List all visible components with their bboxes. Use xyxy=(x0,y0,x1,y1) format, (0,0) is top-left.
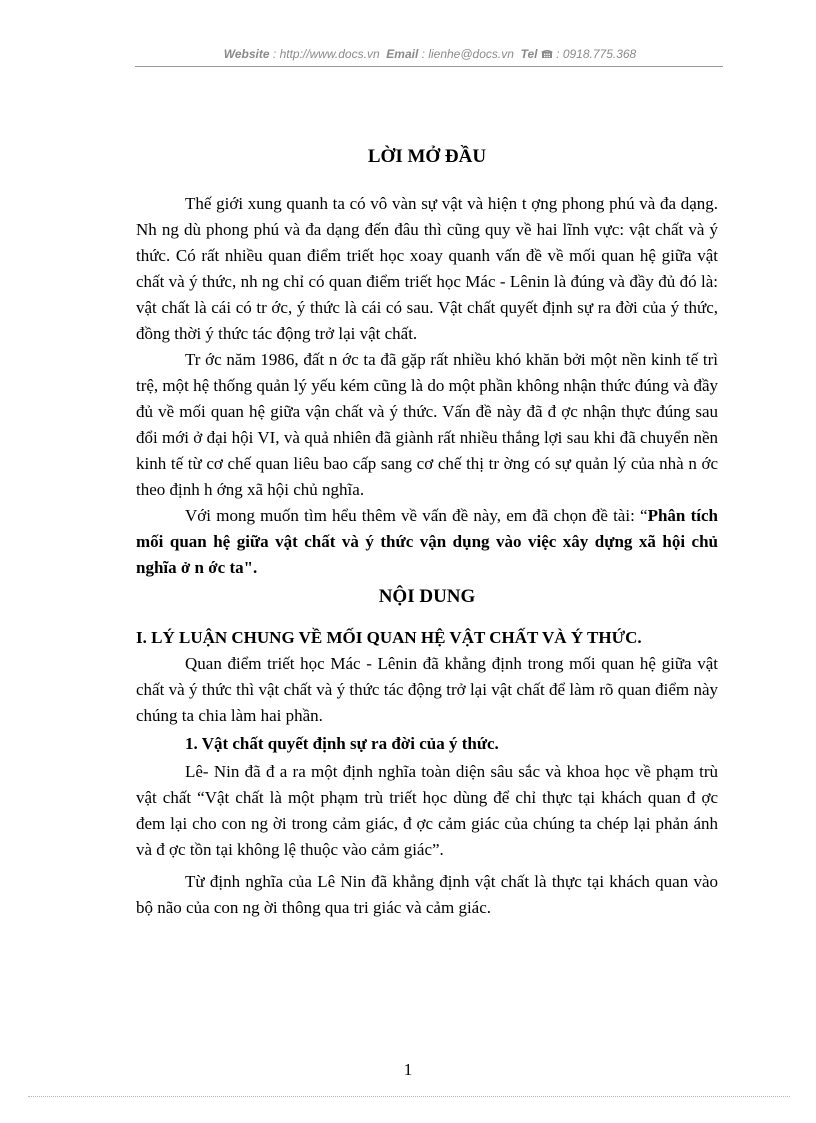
document-body xyxy=(136,143,718,921)
tel-value: : 0918.775.368 xyxy=(556,47,637,61)
intro-paragraph-3 xyxy=(136,503,718,581)
phone-icon xyxy=(541,47,556,61)
subsection-heading-1: 1. Vật chất quyết định sự ra đời của ý thức. xyxy=(185,734,499,753)
email-value: : lienhe@docs.vn xyxy=(421,47,514,61)
section-title-content: NỘI DUNG xyxy=(378,586,476,607)
intro-paragraph-2: Tr ớc năm 1986, đất n ớc ta đã gặp rất nhiều khó khăn bởi một nền kinh tế trì trệ, một hệ thống quản lý yếu kém cũng là do một phần không nhận thức đúng và đầy đủ về mối quan hệ giữa vận chất và ý thức. Vấn đề này đã đ ợc nhận thực đúng sau đổi mới ở đại hội VI, và quả nhiên đã giành rất nhiều thắng lợi sau khi đã chuyển nền kinh tế từ cơ chế quan liêu bao cấp sang cơ chế thị tr ờng có sự quản lý của nhà n ớc theo định h ớng xã hội chủ nghĩa. xyxy=(136,350,718,499)
footer-divider xyxy=(28,1096,790,1097)
section-1-paragraph-1: Quan điểm triết học Mác - Lênin đã khẳng định trong mối quan hệ giữa vật chất và ý thức thì vật chất và ý thức tác động trở lại vật chất để làm rõ quan điểm này chúng ta chia làm hai phần. xyxy=(136,654,718,725)
intro-paragraph-3-text: Với mong muốn tìm hểu thêm về vấn đề này, em đã chọn đề tài: “ xyxy=(185,506,648,525)
header-divider xyxy=(135,66,723,67)
tel-label: Tel xyxy=(520,47,538,61)
page-number: 1 xyxy=(403,1060,413,1079)
email-label: Email xyxy=(386,47,419,61)
intro-paragraph-1: Thế giới xung quanh ta có vô vàn sự vật và hiện t ợng phong phú và đa dạng. Nh ng dù phong phú và đa dạng đến đâu thì cũng quy về hai lĩnh vực: vật chất và ý thức. Có rất nhiều quan điểm triết học xoay quanh vấn đề về mối quan hệ giữa vật chất và ý thức, nh ng chỉ có quan điểm triết học Mác - Lênin là đúng và đầy đủ đó là: vật chất là cái có tr ớc, ý thức là cái có sau. Vật chất quyết định sự ra đời của ý thức, đồng thời ý thức tác động trở lại vật chất. xyxy=(136,194,718,343)
page-header xyxy=(135,47,725,61)
document-title: LỜI MỞ ĐẦU xyxy=(367,146,487,167)
thesis-topic: Phân tích mối quan hệ giữa vật chất và ý thức vận dụng vào việc xây dựng xã hội chủ nghĩa ở n ớc ta". xyxy=(136,506,718,577)
website-label: Website xyxy=(223,47,270,61)
section-heading-1: I. LÝ LUẬN CHUNG VỀ MỐI QUAN HỆ VẬT CHẤT VÀ Ý THỨC. xyxy=(136,628,642,647)
section-1-paragraph-3: Từ định nghĩa của Lê Nin đã khẳng định vật chất là thực tại khách quan vào bộ não của con ng ời thông qua tri giác và cảm giác. xyxy=(136,872,718,917)
website-value: : http://www.docs.vn xyxy=(272,47,380,61)
section-1-paragraph-2: Lê- Nin đã đ a ra một định nghĩa toàn diện sâu sắc và khoa học về phạm trù vật chất “Vật chất là một phạm trù triết học dùng để chỉ thực tại khách quan đ ợc đem lại cho con ng ời trong cảm giác, đ ợc cảm giác của chúng ta chép lại phản ánh và đ ợc tồn tại không lệ thuộc vào cảm giác”. xyxy=(136,762,718,859)
